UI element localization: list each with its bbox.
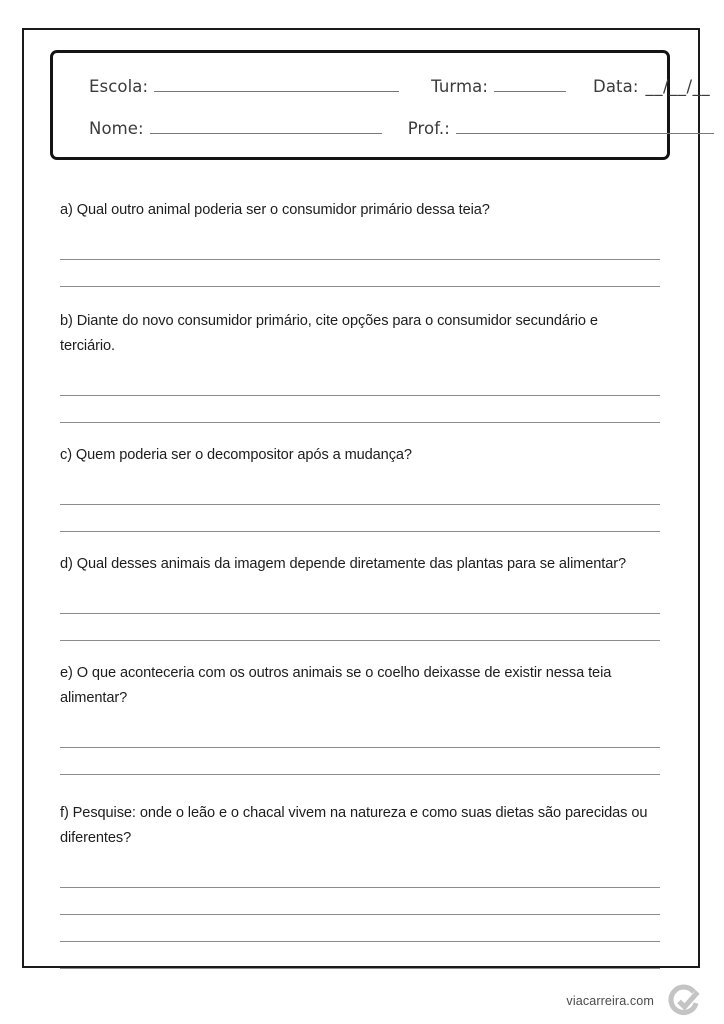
answer-lines-group[interactable] — [60, 721, 660, 775]
answer-line[interactable] — [60, 942, 660, 969]
footer — [0, 978, 724, 1024]
question-text: f) Pesquise: onde o leão e o chacal vivem na natureza e como suas dietas são parecidas ou diferentes? — [60, 805, 648, 846]
answer-line[interactable] — [60, 721, 660, 748]
question-text: d) Qual desses animais da imagem depende diretamente das plantas para se alimentar? — [60, 556, 627, 572]
question-item — [60, 309, 660, 423]
data-label: Data: — [593, 76, 639, 96]
question-text: a) Qual outro animal poderia ser o consumidor primário dessa teia? — [60, 202, 490, 218]
question-item — [60, 443, 660, 532]
answer-line[interactable] — [60, 614, 660, 641]
question-item — [60, 552, 660, 641]
page-border — [22, 28, 711, 968]
prof-label: Prof.: — [407, 118, 450, 138]
answer-line[interactable] — [60, 505, 660, 532]
question-text: b) Diante do novo consumidor primário, cite opções para o consumidor secundário e terciário. — [60, 313, 598, 354]
nome-label: Nome: — [89, 118, 144, 138]
field-data[interactable] — [593, 77, 710, 96]
answer-line[interactable] — [60, 396, 660, 423]
answer-line[interactable] — [60, 861, 660, 888]
turma-label: Turma: — [431, 76, 489, 96]
escola-label: Escola: — [89, 76, 149, 96]
nome-input-rule[interactable] — [150, 120, 382, 134]
turma-input-rule[interactable] — [494, 78, 566, 92]
question-item — [60, 661, 660, 775]
answer-lines-group[interactable] — [60, 233, 660, 287]
question-text: c) Quem poderia ser o decompositor após a mudança? — [60, 447, 412, 463]
student-info-box — [50, 50, 711, 160]
answer-line[interactable] — [60, 915, 660, 942]
answer-line[interactable] — [60, 478, 660, 505]
question-item — [60, 198, 660, 287]
header-row-top — [53, 67, 711, 105]
field-prof[interactable] — [408, 119, 714, 138]
answer-lines-group[interactable] — [60, 587, 660, 641]
escola-input-rule[interactable] — [154, 78, 399, 92]
answer-line[interactable] — [60, 260, 660, 287]
header-row-bottom — [53, 109, 667, 147]
answer-line[interactable] — [60, 233, 660, 260]
question-text: e) O que aconteceria com os outros animais se o coelho deixasse de existir nessa teia alimentar? — [60, 665, 612, 706]
answer-line[interactable] — [60, 888, 660, 915]
site-url: viacarreira.com — [566, 994, 654, 1008]
question-item — [60, 801, 660, 969]
answer-lines-group[interactable] — [60, 369, 660, 423]
check-circle-icon — [668, 984, 702, 1018]
answer-line[interactable] — [60, 587, 660, 614]
prof-input-rule[interactable] — [456, 120, 714, 134]
questions-list — [60, 198, 660, 989]
field-nome[interactable] — [89, 119, 382, 138]
answer-lines-group[interactable] — [60, 478, 660, 532]
answer-line[interactable] — [60, 748, 660, 775]
answer-lines-group[interactable] — [60, 861, 660, 969]
field-turma[interactable] — [431, 77, 566, 96]
answer-line[interactable] — [60, 369, 660, 396]
field-escola[interactable] — [89, 77, 399, 96]
data-input-slots[interactable]: __/__/__ — [645, 76, 711, 96]
